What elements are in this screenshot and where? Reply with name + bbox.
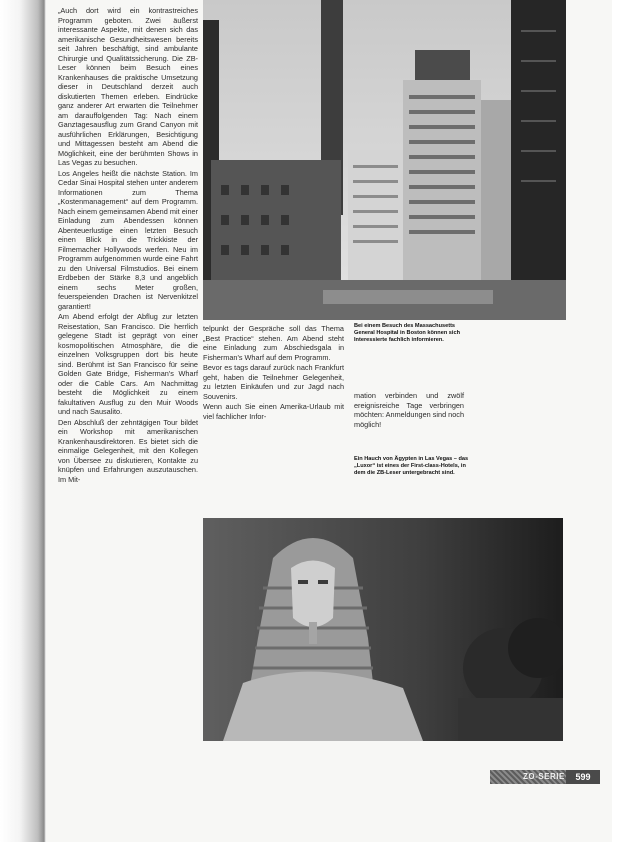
boston-hospital-photo: [203, 0, 566, 320]
article-paragraph: telpunkt der Gespräche soll das Thema „Best Practice“ stehen. Am Abend steht eine Einladung zum Abschiedsgala in Fisherman's Wharf auf dem Programm.: [203, 324, 344, 362]
article-paragraph: Wenn auch Sie einen Amerika-Urlaub mit viel fachlicher Infor-: [203, 402, 344, 421]
article-column-middle: [203, 324, 344, 422]
article-paragraph: Bevor es tags darauf zurück nach Frankfurt geht, haben die Teilnehmer Gelegenheit, zu letzten Einkäufen und zur Jagd nach Souvenirs.: [203, 363, 344, 401]
luxor-sphinx-photo: [203, 518, 563, 741]
boston-photo-caption: Bei einem Besuch des Massachusetts General Hospital in Boston können sich Interessierte fachlich informieren.: [354, 323, 460, 344]
article-column-right: [354, 391, 464, 430]
series-logo: ZO-SERIE: [523, 772, 565, 781]
article-paragraph: Los Angeles heißt die nächste Station. Im Cedar Sinai Hospital stehen unter anderem Informationen zum Thema „Kostenmanagement“ auf dem Programm. Nach einem gemeinsamen Abend mit einer Einladung zum Abendessen können Abenteuerlustige einen letzten Besuch einen Blick in die Trickkiste der Filmemacher Hollywoods werfen. Neu im Programm aufgenommen wurde eine Fahrt zu den Universal Filmstudios. Bei einem Erdbeben der Stärke 8,3 und angeblich einem sechs Meter großen, feuerspeienden Drachen ist Nervenkitzel garantiert!: [58, 168, 198, 311]
article-paragraph: mation verbinden und zwölf ereignisreiche Tage verbringen möchten: Anmeldungen sind noch möglich!: [354, 391, 464, 429]
article-paragraph: Am Abend erfolgt der Abflug zur letzten Reisestation, San Francisco. Die herrlich gelegene Stadt ist geprägt von einer kosmopolitischen Atmosphäre, die die einzelnen Volksgruppen dort bis heute sind. Berühmt ist San Francisco für seine Golden Gate Bridge, Fisherman's Wharf oder die Cable Cars. Am Nachmittag besteht die Möglichkeit zu einem fakultativen Ausflug zu den Muir Woods und nach Sausalito.: [58, 312, 198, 416]
article-paragraph: Den Abschluß der zehntägigen Tour bildet ein Workshop mit amerikanischen Krankenhausdirektoren. Es bietet sich die einmalige Gelegenheit, mit den Kollegen von Übersee zu diskutieren, Kontakte zu knüpfen und Erfahrungen auszutauschen. Im Mit-: [58, 417, 198, 484]
page-number: 599: [566, 770, 600, 784]
scanner-shadow: [0, 0, 46, 842]
lasvegas-photo-caption: Ein Hauch von Ägypten in Las Vegas – das „Luxor“ ist eines der First-class-Hotels, in dem die ZB-Leser untergebracht sind.: [354, 456, 469, 477]
article-paragraph: „Auch dort wird ein kontrastreiches Programm geboten. Zwei äußerst interessante Aspekte, mit denen sich das amerikanische Gesundheitswesen bereits seit Jahren beschäftigt, sind ambulante Chirurgie und Qualitätssicherung. Die ZB-Leser können beim Besuch eines Krankenhauses die praktische Umsetzung dieser in Deutschland derzeit auch diskutierten Themen erleben. Eindrücke ganz anderer Art erwarten die Teilnehmer am darauffolgenden Tag: Nach einem Ganztagesausflug zum Grand Canyon mit ausführlichen Erklärungen, Besichtigung und Mittagessen besteht am Abend die Möglichkeit, eine der berühmten Shows in Las Vegas zu besuchen.: [58, 6, 198, 167]
article-column-left: [58, 6, 198, 485]
